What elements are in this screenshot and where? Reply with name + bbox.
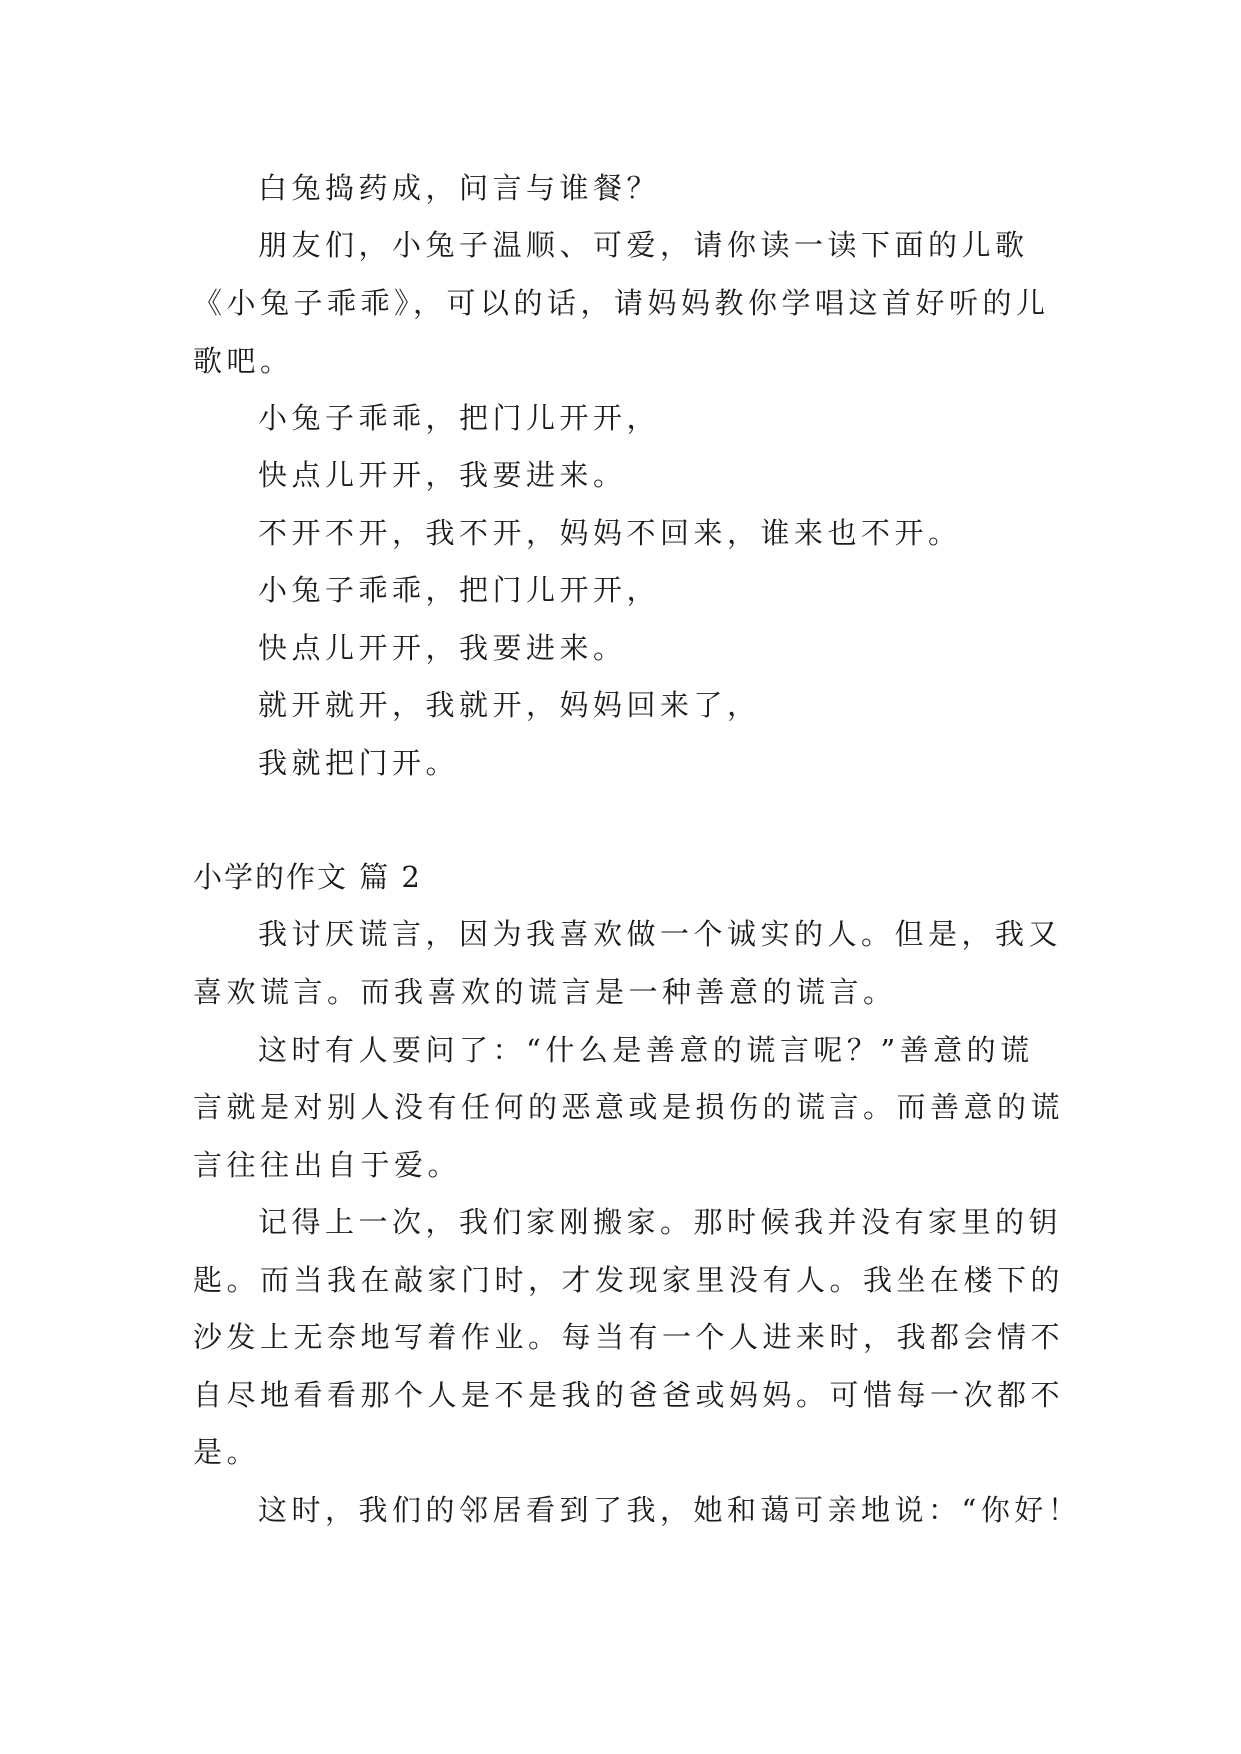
paragraph-line: 记得上一次，我们家刚搬家。那时候我并没有家里的钥	[258, 1205, 1063, 1239]
paragraph-line: 言就是对别人没有任何的恶意或是损伤的谎言。而善意的谎	[193, 1090, 1065, 1124]
paragraph-line: 自尽地看看那个人是不是我的爸爸或妈妈。可惜每一次都不	[193, 1378, 1065, 1412]
paragraph-line: 《小兔子乖乖》，可以的话，请妈妈教你学唱这首好听的儿	[193, 286, 1050, 320]
paragraph-line: 沙发上无奈地写着作业。每当有一个人进来时，我都会情不	[193, 1320, 1065, 1354]
song-line: 快点儿开开，我要进来。	[258, 631, 627, 665]
poem-line: 白兔捣药成，问言与谁餐？	[258, 171, 661, 205]
paragraph-line: 言往往出自于爱。	[193, 1148, 462, 1182]
paragraph-line: 我讨厌谎言，因为我喜欢做一个诚实的人。但是，我又	[258, 917, 1063, 951]
paragraph-line: 歌吧。	[193, 344, 294, 378]
section-heading: 小学的作文 篇 2	[193, 860, 422, 894]
paragraph-line: 这时有人要问了：“什么是善意的谎言呢？”善意的谎	[258, 1033, 1034, 1067]
song-line: 小兔子乖乖，把门儿开开，	[258, 401, 661, 435]
song-line: 我就把门开。	[258, 746, 460, 780]
song-line: 快点儿开开，我要进来。	[258, 458, 627, 492]
paragraph-line: 是。	[193, 1435, 261, 1469]
song-line: 小兔子乖乖，把门儿开开，	[258, 573, 661, 607]
paragraph-line: 匙。而当我在敲家门时，才发现家里没有人。我坐在楼下的	[193, 1263, 1065, 1297]
song-line: 就开就开，我就开，妈妈回来了，	[258, 688, 761, 722]
song-line: 不开不开，我不开，妈妈不回来，谁来也不开。	[258, 516, 962, 550]
paragraph-line: 喜欢谎言。而我喜欢的谎言是一种善意的谎言。	[193, 975, 897, 1009]
paragraph-line: 这时，我们的邻居看到了我，她和蔼可亲地说：“你好！	[258, 1493, 1082, 1527]
paragraph-line: 朋友们，小兔子温顺、可爱，请你读一读下面的儿歌	[258, 228, 1029, 262]
